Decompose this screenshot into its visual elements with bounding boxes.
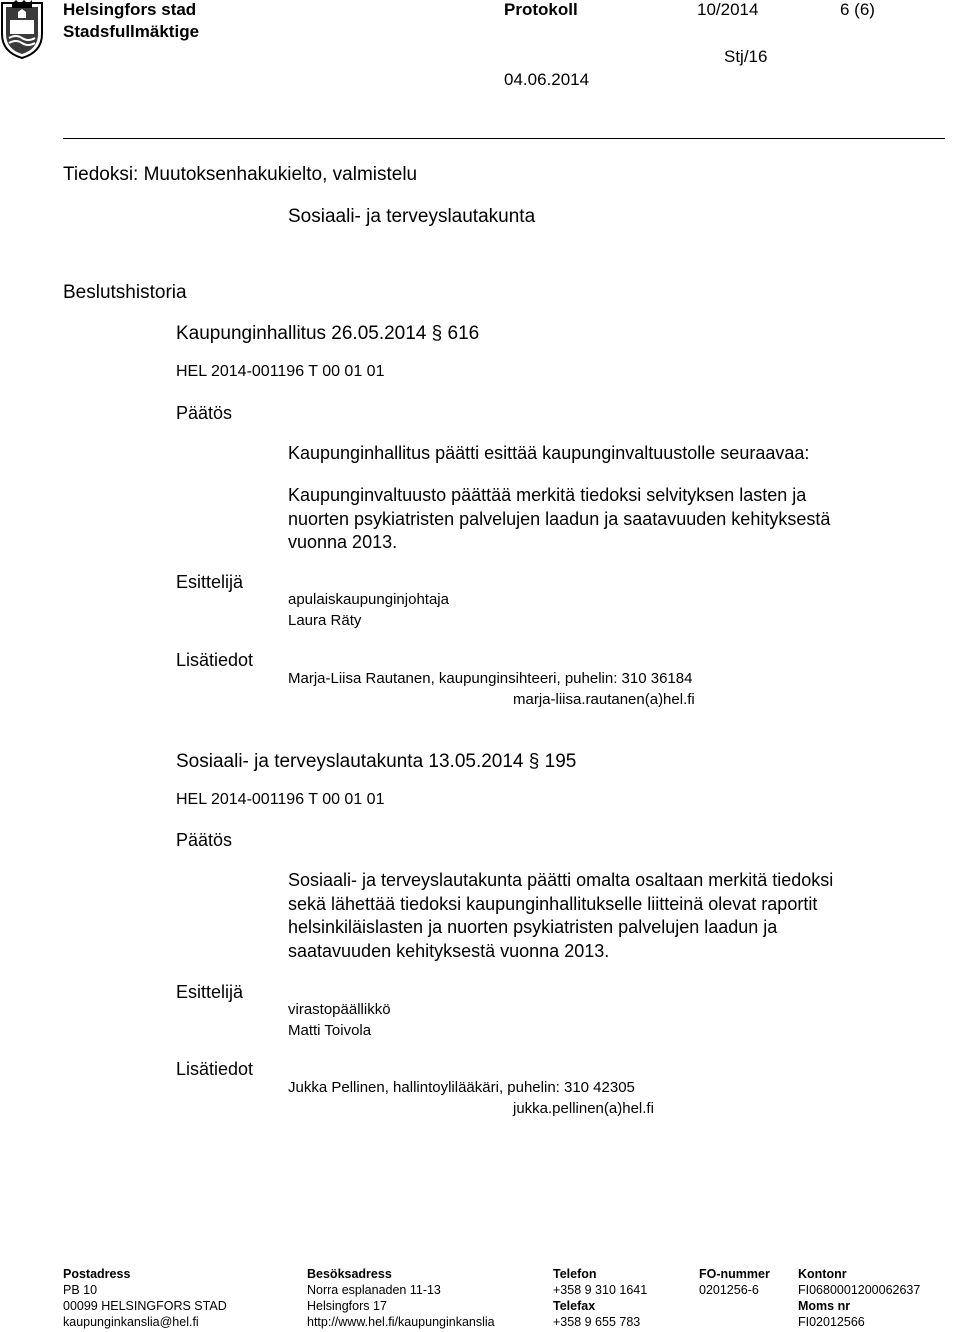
contact-info: Jukka Pellinen, hallintoylilääkäri, puhelin: 310 42305 <box>288 1079 635 1096</box>
header-divider <box>63 138 945 139</box>
decision-line: Sosiaali- ja terveyslautakunta päätti omalta osaltaan merkitä tiedoksi <box>288 870 834 890</box>
doc-type: Protokoll <box>504 0 578 19</box>
footer-email: kaupunginkanslia@hel.fi <box>63 1315 199 1329</box>
footer-subheading: Telefax <box>553 1299 596 1313</box>
case-reference: HEL 2014-001196 T 00 01 01 <box>176 791 385 808</box>
doc-number: 10/2014 <box>697 0 759 19</box>
presenter-title: apulaiskaupunginjohtaja <box>288 591 449 608</box>
case-reference: HEL 2014-001196 T 00 01 01 <box>176 363 385 380</box>
page-number: 6 (6) <box>840 0 875 19</box>
case-id: Stj/16 <box>724 47 768 66</box>
decision-line: Kaupunginvaltuusto päättää merkitä tiedoksi selvityksen lasten ja <box>288 485 807 505</box>
footer-account <box>798 1266 920 1330</box>
footer-postal <box>63 1266 227 1330</box>
contact-info: Marja-Liisa Rautanen, kaupunginsihteeri, puhelin: 310 36184 <box>288 670 693 687</box>
presenter-label: Esittelijä <box>176 572 244 592</box>
presenter <box>288 999 391 1041</box>
footer-business-id <box>699 1266 770 1298</box>
footer-phone <box>553 1266 647 1330</box>
footer-line: Helsingfors 17 <box>307 1299 387 1313</box>
org-name: Helsingfors stad <box>63 0 197 19</box>
decision-line: sekä lähettää tiedoksi kaupunginhallitukselle liitteinä olevat raportit <box>288 893 818 914</box>
footer-line: FI02012566 <box>798 1315 865 1329</box>
history-heading: Beslutshistoria <box>63 282 187 303</box>
presenter <box>288 589 449 631</box>
decision-text <box>288 869 928 963</box>
presenter-name: Laura Räty <box>288 612 362 629</box>
contact-email: jukka.pellinen(a)hel.fi <box>513 1100 654 1117</box>
footer-heading: Besöksadress <box>307 1267 392 1281</box>
footer-line: Norra esplanaden 11-13 <box>307 1283 441 1297</box>
info-label: Lisätiedot <box>176 650 254 670</box>
decision-heading: Kaupunginhallitus 26.05.2014 § 616 <box>176 323 480 344</box>
decision-line: Kaupunginhallitus päätti esittää kaupunginvaltuustolle seuraavaa: <box>288 443 810 463</box>
presenter-name: Matti Toivola <box>288 1022 372 1039</box>
footer-line: PB 10 <box>63 1283 98 1297</box>
footer-line: 00099 HELSINGFORS STAD <box>63 1299 227 1313</box>
footer-heading: Telefon <box>553 1267 597 1281</box>
decision-line: saatavuuden kehityksestä vuonna 2013. <box>288 940 610 961</box>
footer-line: +358 9 310 1641 <box>553 1283 648 1297</box>
decision-line: helsinkiläislasten ja nuorten psykiatristen palvelujen laadun ja <box>288 917 778 937</box>
footer-heading: FO-nummer <box>699 1267 770 1281</box>
decision-text <box>288 484 928 555</box>
footer-visit <box>307 1266 495 1330</box>
footer-url: http://www.hel.fi/kaupunginkanslia <box>307 1315 495 1329</box>
footer-heading: Postadress <box>63 1267 131 1281</box>
page-title: Tiedoksi: Muutoksenhakukielto, valmistelu <box>63 164 418 185</box>
presenter-label: Esittelijä <box>176 982 244 1002</box>
decision-heading: Sosiaali- ja terveyslautakunta 13.05.2014 § 195 <box>176 751 577 772</box>
footer-heading: Kontonr <box>798 1267 847 1281</box>
footer-line: FI0680001200062637 <box>798 1283 921 1297</box>
decision-label: Päätös <box>176 830 233 850</box>
meeting-date: 04.06.2014 <box>504 70 590 89</box>
footer-line: +358 9 655 783 <box>553 1315 641 1329</box>
org-body: Stadsfullmäktige <box>63 22 200 41</box>
decision-text <box>288 442 928 466</box>
preparer: Sosiaali- ja terveyslautakunta <box>288 206 536 227</box>
decision-line: vuonna 2013. <box>288 532 398 552</box>
decision-line: nuorten psykiatristen palvelujen laadun ja saatavuuden kehityksestä <box>288 508 831 529</box>
contact-email: marja-liisa.rautanen(a)hel.fi <box>513 691 695 708</box>
presenter-title: virastopäällikkö <box>288 1001 391 1018</box>
footer-subheading: Moms nr <box>798 1299 851 1313</box>
footer-line: 0201256-6 <box>699 1283 759 1297</box>
helsinki-coat-of-arms-icon <box>0 0 44 60</box>
info-label: Lisätiedot <box>176 1059 254 1079</box>
decision-label: Päätös <box>176 403 233 423</box>
